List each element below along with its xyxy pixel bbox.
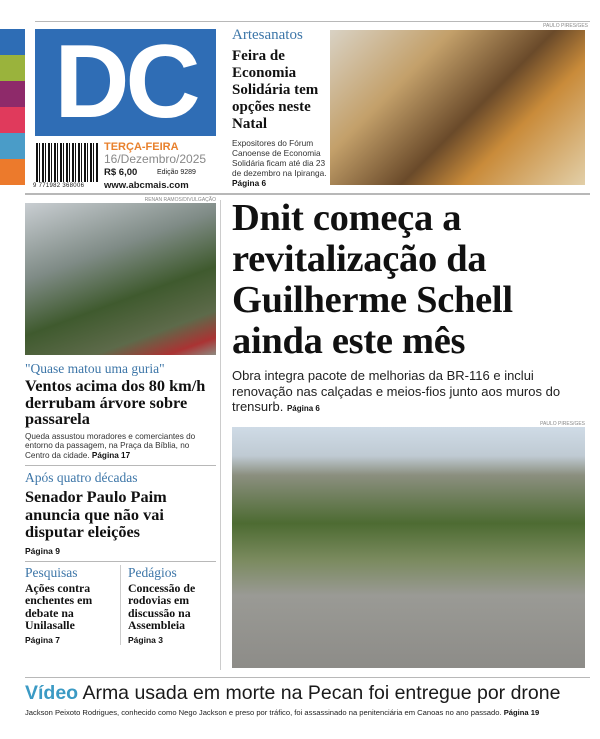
video-headline [25,682,593,704]
column-divider [220,200,221,670]
color-stripe-green [0,55,25,81]
brief-kicker: Pedágios [128,564,177,580]
feature-kicker: Artesanatos [232,27,303,43]
edition: Edição 9289 [157,169,196,176]
section-rule [25,193,590,195]
lead-headline[interactable]: Dnit começa a revitalização da Guilherme Schell ainda este mês [232,197,513,362]
weekday: TERÇA-FEIRA [104,141,179,153]
logo[interactable]: DC [35,29,216,136]
brief-pedagios [121,565,216,645]
video-headline-text[interactable]: Arma usada em morte na Pecan foi entregue por drone [82,682,561,704]
color-stripe-pink [0,107,25,133]
tree-photo [25,203,216,355]
feature-text [232,27,327,189]
tree-kicker: "Quase matou uma guria" [25,361,165,376]
website[interactable]: www.abcmais.com [104,180,189,191]
rule [25,465,216,466]
paim-page: Página 9 [25,545,60,556]
color-stripe-lightblue [0,133,25,159]
brief-page: Página 3 [128,634,163,645]
feature-photo-crafts-fair [330,30,585,185]
lead-story [232,198,588,668]
brief-pesquisas [25,565,121,645]
left-column [25,197,216,645]
video-summary: Jackson Peixoto Rodrigues, conhecido como Nego Jackson e preso por tráfico, foi assassinado na penitenciária em Canoas no ano passado. Página 19 [25,708,540,717]
color-stripe-blue [0,29,25,55]
brief-headline[interactable]: Concessão de rodovias em discussão na Assembleia [128,580,196,632]
brief-headline[interactable]: Ações contra enchentes em debate na Unilasalle [25,580,93,632]
color-stripe-orange [0,159,25,185]
video-story [25,682,593,718]
video-label[interactable]: Vídeo [25,682,79,704]
barcode [36,143,98,182]
tree-summary: Queda assustou moradores e comerciantes do entorno da passagem, na Praça da Bíblia, no Centro da cidade. Página 17 [25,431,196,460]
rule [25,561,216,562]
brief-page: Página 7 [25,634,60,645]
lead-summary: Obra integra pacote de melhorias da BR-116 e inclui renovação nas calçadas e meios-fios junto aos muros do trensurb. Página 6 [232,368,561,414]
top-rule [35,21,590,22]
paim-headline[interactable]: Senador Paulo Paim anuncia que não vai disputar eleições [25,487,167,541]
price: R$ 6,00 [104,167,138,178]
tree-headline[interactable]: Ventos acima dos 80 km/h derrubam árvore sobre passarela [25,376,206,428]
barcode-number: 9 771982 368006 [33,183,85,189]
brief-kicker: Pesquisas [25,564,78,580]
color-stripe-purple [0,81,25,107]
bottom-rule [25,677,590,678]
date: 16/Dezembro/2025 [104,152,207,166]
tree-photo-credit: RENAN RAMOS/DIVULGAÇÃO [144,197,216,203]
lead-photo-highway [232,427,585,669]
feature-headline[interactable]: Feira de Economia Solidária tem opções neste Natal [232,48,319,132]
briefs [25,565,216,645]
paim-kicker: Após quatro décadas [25,470,138,485]
feature-summary: Expositores do Fórum Canoense de Economia Solidária ficam até dia 23 de dezembro na Ipiranga. Página 6 [232,138,327,188]
lead-photo-credit: PAULO PIRES/GES [540,420,585,427]
feature-photo-credit: PAULO PIRES/GES [543,23,588,29]
